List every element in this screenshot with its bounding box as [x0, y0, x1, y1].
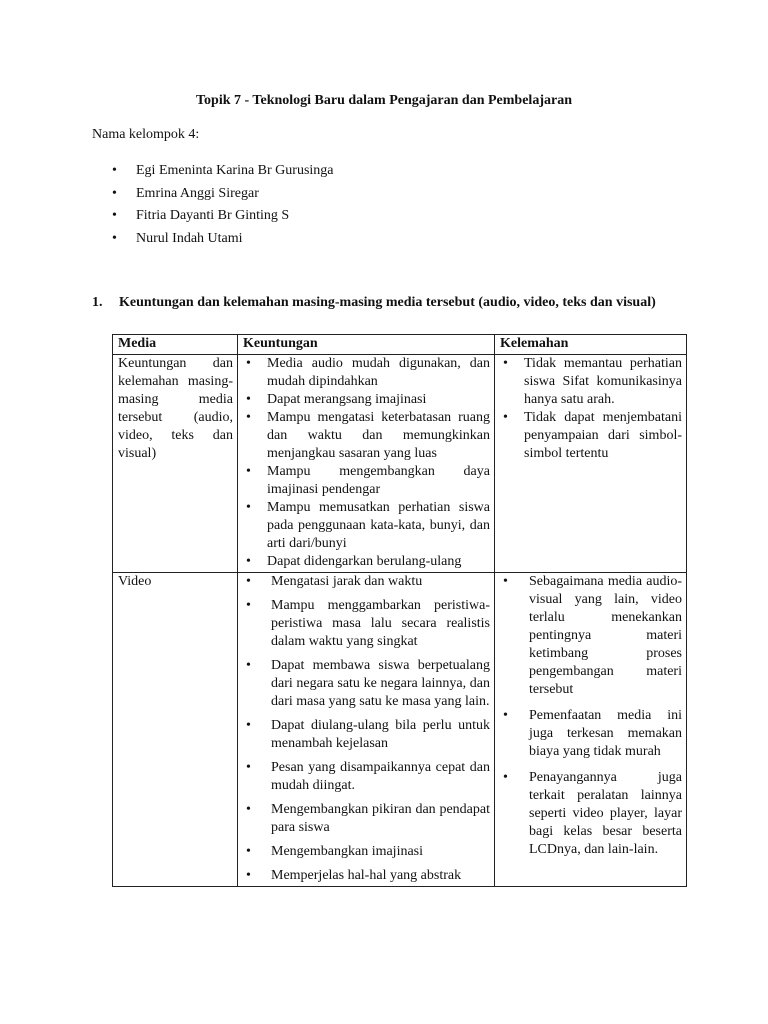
- bullet-icon: •: [503, 356, 508, 371]
- list-item: • Mampu memusatkan perhatian siswa pada penggunaan kata-kata, bunyi, dan arti dari/bunyi: [246, 500, 490, 551]
- bullet-icon: •: [246, 574, 251, 589]
- list-item: • Mengatasi jarak dan waktu: [246, 574, 423, 589]
- list-item: • Dapat didengarkan berulang-ulang: [246, 554, 462, 569]
- bullet-icon: •: [503, 708, 508, 723]
- media-comparison-table: [112, 334, 687, 887]
- bullet-icon: •: [246, 718, 251, 733]
- list-item: • Memperjelas hal-hal yang abstrak: [246, 868, 462, 883]
- list-item: • Pesan yang disampaikannya cepat dan mudah diingat.: [246, 760, 490, 793]
- member-item: [112, 205, 334, 228]
- member-item: [112, 160, 334, 183]
- header-keuntungan: Keuntungan: [238, 335, 495, 355]
- media-cell: Video: [113, 573, 238, 887]
- bullet-icon: •: [246, 356, 251, 371]
- media-cell: Keuntungan dan kelemahan masing-masing media tersebut (audio, video, teks dan visual): [113, 355, 238, 573]
- table-header-row: [113, 335, 687, 355]
- list-item: • Dapat diulang-ulang bila perlu untuk menambah kejelasan: [246, 718, 490, 751]
- list-item: • Tidak memantau perhatian siswa Sifat komunikasinya hanya satu arah.: [503, 356, 682, 407]
- header-media: Media: [113, 335, 238, 355]
- group-label: Nama kelompok 4:: [92, 127, 200, 142]
- bullet-icon: •: [246, 598, 251, 613]
- document-title: Topik 7 - Teknologi Baru dalam Pengajaran dan Pembelajaran: [196, 93, 572, 108]
- question-number: 1.: [92, 295, 103, 310]
- bullet-icon: •: [503, 770, 508, 785]
- list-item: • Dapat merangsang imajinasi: [246, 392, 427, 407]
- bullet-icon: •: [246, 844, 251, 859]
- bullet-icon: •: [246, 464, 251, 479]
- bullet-icon: •: [503, 574, 508, 589]
- question-text: Keuntungan dan kelemahan masing-masing media tersebut (audio, video, teks dan visual): [119, 295, 656, 310]
- list-item: • Mampu mengatasi keterbatasan ruang dan waktu dan memungkinkan menjangkau sasaran yang luas: [246, 410, 490, 461]
- list-item: • Sebagaimana media audio-visual yang lain, video terlalu menekankan pentingnya materi ketimbang proses pengembangan materi tersebut: [503, 574, 682, 697]
- list-item: • Mampu mengembangkan daya imajinasi pendengar: [246, 464, 490, 497]
- bullet-icon: •: [246, 392, 251, 407]
- bullet-icon: •: [112, 163, 117, 178]
- cons-cell: [495, 355, 687, 573]
- list-item: • Tidak dapat menjembatani penyampaian dari simbol-simbol tertentu: [503, 410, 682, 461]
- bullet-icon: •: [246, 760, 251, 775]
- table-row: [113, 573, 687, 887]
- list-item: • Penayangannya juga terkait peralatan lainnya seperti video player, layar bagi kelas besar beserta LCDnya, dan lain-lain.: [503, 770, 682, 857]
- list-item: • Pemenfaatan media ini juga terkesan memakan biaya yang tidak murah: [503, 708, 682, 759]
- bullet-icon: •: [503, 410, 508, 425]
- member-item: [112, 183, 334, 206]
- bullet-icon: •: [112, 208, 117, 223]
- member-name: Fitria Dayanti Br Ginting S: [136, 208, 290, 223]
- list-item: • Mampu menggambarkan peristiwa-peristiwa masa lalu secara realistis dalam waktu yang singkat: [246, 598, 490, 649]
- bullet-icon: •: [112, 230, 117, 246]
- bullet-icon: •: [112, 185, 117, 201]
- member-item: [112, 228, 334, 251]
- table-row: [113, 355, 687, 573]
- bullet-icon: •: [246, 500, 251, 515]
- member-name: Emrina Anggi Siregar: [136, 185, 259, 201]
- list-item: • Mengembangkan imajinasi: [246, 844, 424, 859]
- pros-cell: [238, 573, 495, 887]
- list-item: • Media audio mudah digunakan, dan mudah dipindahkan: [246, 356, 490, 389]
- bullet-icon: •: [246, 410, 251, 425]
- question-1: [92, 292, 686, 313]
- bullet-icon: •: [246, 554, 251, 569]
- list-item: • Dapat membawa siswa berpetualang dari negara satu ke negara lainnya, dan dari masa yang satu ke masa yang lain.: [246, 658, 490, 709]
- bullet-icon: •: [246, 868, 251, 883]
- member-list: [112, 160, 334, 250]
- bullet-icon: •: [246, 658, 251, 673]
- cons-cell: [495, 573, 687, 887]
- list-item: • Mengembangkan pikiran dan pendapat para siswa: [246, 802, 490, 835]
- bullet-icon: •: [246, 802, 251, 817]
- pros-cell: [238, 355, 495, 573]
- member-name: Egi Emeninta Karina Br Gurusinga: [136, 163, 334, 178]
- member-name: Nurul Indah Utami: [136, 230, 243, 246]
- header-kelemahan: Kelemahan: [495, 335, 687, 355]
